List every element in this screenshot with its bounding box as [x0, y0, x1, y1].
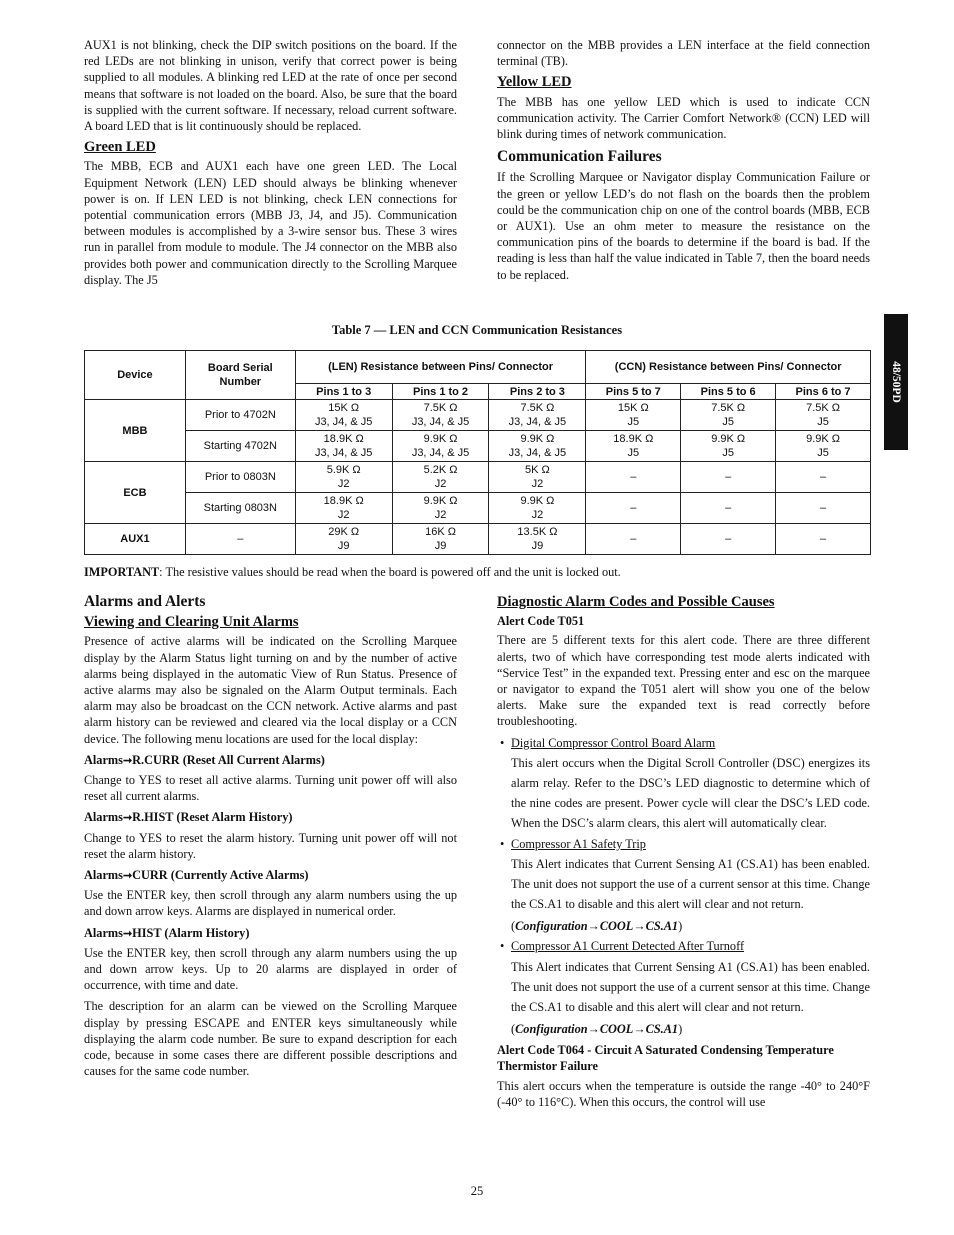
connector-value: J5 — [722, 447, 734, 459]
resistance-value: 7.5K Ω — [711, 402, 746, 414]
table-row — [85, 462, 871, 493]
menu-path-heading — [84, 809, 457, 826]
alarms-alerts-heading: Alarms and Alerts — [84, 593, 206, 610]
resistance-cell — [586, 493, 681, 524]
resistance-value: – — [725, 533, 732, 545]
resistance-value: 13.5K Ω — [517, 526, 558, 538]
connector-value: J5 — [722, 416, 734, 428]
connector-value: J3, J4, & J5 — [508, 447, 567, 459]
page-number: 25 — [470, 1184, 484, 1198]
resistance-table — [84, 350, 871, 555]
connector-value: J3, J4, & J5 — [508, 416, 567, 428]
resistance-cell — [295, 431, 392, 462]
resistance-cell — [489, 400, 586, 431]
menu-item: HIST (Alarm History) — [132, 925, 250, 940]
top-left-column — [84, 37, 457, 293]
device-cell: ECB — [85, 462, 186, 524]
connector-value: J3, J4, & J5 — [411, 416, 470, 428]
menu-description: Use the ENTER key, then scroll through any alarm numbers using the up and down arrow keys. Alarms are displayed in numerical order. — [84, 888, 457, 919]
resistance-cell — [392, 431, 489, 462]
alert-bullet — [497, 735, 870, 751]
resistance-cell — [392, 524, 489, 555]
aux1-paragraph: AUX1 is not blinking, check the DIP switch positions on the board. If the red LEDs are not blinking in unison, verify that correct power is being supplied to all modules. A blinking red LED at the rate of once per second means that software is not loaded on the board. Also, be sure that the board is supplied with the current software. If necessary, reload current software. A board LED that is lit continuously should be replaced. — [84, 38, 457, 134]
communication-failures-heading: Communication Failures — [497, 148, 662, 166]
alarms-intro-paragraph: Presence of active alarms will be indicated on the Scrolling Marquee display by the Alarm Status light turning on and by the number of active alarms being displayed in the automatic View of Run Status. Presence of active alarms may also be signaled on the Alarm Output terminals. Each alarm may also be broadcast on the CCN network. Active alarms and past alarm history can be reviewed and cleared via the local display or a CCN device. The following menu locations are used for the local display: — [84, 634, 457, 746]
config-path-text: Configuration→COOL→CS.A1 — [515, 1022, 679, 1037]
menu-description: Change to YES to reset all active alarms. Turning unit power off will also reset all current alarms. — [84, 773, 457, 804]
top-right-column — [497, 37, 870, 288]
menu-path-heading — [84, 752, 457, 769]
connector-paragraph: connector on the MBB provides a LEN interface at the field connection terminal (TB). — [497, 38, 870, 69]
alert-title: Compressor A1 Current Detected After Turnoff — [511, 939, 745, 954]
table-row — [85, 493, 871, 524]
resistance-value: 18.9K Ω — [323, 495, 364, 507]
bottom-left-column — [84, 594, 457, 1084]
alert-title: Compressor A1 Safety Trip — [511, 836, 646, 851]
resistance-value: 18.9K Ω — [613, 433, 654, 445]
header-device: Device — [85, 351, 186, 400]
resistance-value: 9.9K Ω — [423, 495, 458, 507]
resistance-value: 5.9K Ω — [326, 464, 361, 476]
menu-root: Alarms — [84, 752, 123, 767]
connector-value: J3, J4, & J5 — [314, 447, 373, 459]
connector-value: J5 — [627, 447, 640, 459]
menu-root: Alarms — [84, 868, 123, 883]
communication-failures-paragraph: If the Scrolling Marquee or Navigator display Communication Failure or the green or yellow LED’s do not flash on the boards then the problem could be the communication chip on one of the control boards (MBB, ECB or AUX1). Use an ohm meter to measure the resistance on the communication pins of the boards to determine if the board is bad. If the reading is less than half the value indicated in Table 7, then the board needs to be replaced. — [497, 170, 870, 282]
alert-description: This alert occurs when the Digital Scroll Controller (DSC) energizes its alarm relay. Refer to the DSC’s LED diagnostic to determine which of the nine codes are present. Power cycle will clear the DSC’s LED code. When the DSC’s alarm clears, this alert will automatically clear. — [511, 755, 870, 831]
resistance-cell — [392, 462, 489, 493]
connector-value: J5 — [627, 416, 640, 428]
table-title: Table 7 — LEN and CCN Communication Resistances — [331, 323, 623, 337]
arrow-icon: ➞ — [122, 927, 133, 940]
resistance-value: 9.9K Ω — [711, 433, 746, 445]
resistance-value: 9.9K Ω — [520, 433, 555, 445]
yellow-led-heading: Yellow LED — [497, 74, 572, 91]
header-pins: Pins 2 to 3 — [489, 384, 586, 400]
resistance-cell — [586, 524, 681, 555]
resistance-cell — [489, 462, 586, 493]
connector-value: J2 — [434, 478, 447, 490]
resistance-cell — [392, 400, 489, 431]
resistance-cell — [489, 431, 586, 462]
green-led-heading: Green LED — [84, 139, 156, 156]
resistance-cell — [776, 431, 871, 462]
menu-path-heading — [84, 925, 457, 942]
t051-heading: Alert Code T051 — [497, 614, 585, 629]
resistance-value: 9.9K Ω — [806, 433, 840, 445]
table-row — [85, 400, 871, 431]
arrow-icon: ➞ — [122, 812, 133, 825]
connector-value: J2 — [531, 509, 544, 521]
menu-item: CURR (Currently Active Alarms) — [132, 868, 309, 883]
serial-cell: Prior to 0803N — [185, 462, 295, 493]
resistance-value: 7.5K Ω — [806, 402, 840, 414]
resistance-value: – — [819, 502, 827, 514]
connector-value: J9 — [434, 540, 447, 552]
resistance-value: 29K Ω — [328, 526, 360, 538]
resistance-cell — [295, 493, 392, 524]
important-text: : The resistive values should be read when the board is powered off and the unit is locked out. — [159, 565, 621, 579]
resistance-cell — [295, 462, 392, 493]
connector-value: J3, J4, & J5 — [411, 447, 470, 459]
connector-value: J2 — [531, 478, 544, 490]
resistance-cell — [776, 462, 871, 493]
header-pins: Pins 5 to 7 — [586, 384, 681, 400]
resistance-value: – — [725, 471, 732, 483]
resistance-value: – — [819, 471, 827, 483]
alert-bullet — [497, 836, 870, 852]
resistance-value: 7.5K Ω — [520, 402, 555, 414]
arrow-icon: ➞ — [122, 754, 133, 767]
resistance-cell — [776, 493, 871, 524]
resistance-value: 7.5K Ω — [423, 402, 458, 414]
important-note — [84, 565, 884, 580]
resistance-value: – — [725, 502, 732, 514]
menu-path-heading — [84, 867, 457, 884]
device-cell: MBB — [85, 400, 186, 462]
resistance-cell — [295, 524, 392, 555]
serial-cell: Starting 0803N — [185, 493, 295, 524]
alarm-description-paragraph: The description for an alarm can be viewed on the Scrolling Marquee display by pressing ESCAPE and ENTER keys simultaneously while displaying the alarm code number. Be sure to expand description for each code, because in some cases there are different possible descriptions and causes for the same code number. — [84, 999, 457, 1079]
serial-cell: – — [185, 524, 295, 555]
header-pins: Pins 6 to 7 — [776, 384, 871, 400]
header-serial: Board Serial Number — [185, 351, 295, 400]
t051-paragraph: There are 5 different texts for this alert code. There are three different alerts, two of which have corresponding test mode alerts indicated with “Service Test” in the expanded text. Pressing enter and esc on the marquee or navigator to expand the T051 alert will show you one of the below alerts. Make sure the expanded text is read correctly before troubleshooting. — [497, 633, 870, 729]
resistance-cell — [776, 524, 871, 555]
t064-heading: Alert Code T064 - Circuit A Saturated Condensing Temperature Thermistor Failure — [497, 1043, 834, 1074]
config-path: (Configuration→COOL→CS.A1) — [511, 919, 683, 934]
table-row — [85, 431, 871, 462]
menu-item: R.CURR (Reset All Current Alarms) — [132, 752, 325, 767]
resistance-cell — [295, 400, 392, 431]
resistance-cell — [776, 400, 871, 431]
config-path: (Configuration→COOL→CS.A1) — [511, 1022, 683, 1037]
side-tab-label: 48/50PD — [890, 361, 902, 403]
resistance-cell — [681, 524, 776, 555]
important-label: IMPORTANT — [84, 565, 160, 579]
menu-description: Use the ENTER key, then scroll through any alarm numbers using the up and down arrow keys. Up to 20 alarms are displayed in order of occurrence, with time and date. — [84, 945, 457, 993]
resistance-value: – — [819, 533, 827, 545]
alert-bullet — [497, 938, 870, 954]
green-led-paragraph: The MBB, ECB and AUX1 each have one green LED. The Local Equipment Network (LEN) LED should always be blinking whenever power is on. If LEN LED is not blinking, check LEN connections for potential communication errors (MBB J3, J4, and J5). Communication between modules is accomplished by a 3-wire sensor bus. These 3 wires run in parallel from module to module. The J4 connector on the MBB also provides both power and communication directly to the Scrolling Marquee display. The J5 — [84, 159, 457, 287]
menu-description: Change to YES to reset the alarm history. Turning unit power off will not reset the alarm history. — [84, 830, 457, 861]
menu-root: Alarms — [84, 925, 123, 940]
viewing-clearing-heading: Viewing and Clearing Unit Alarms — [84, 614, 299, 631]
resistance-value: 9.9K Ω — [423, 433, 458, 445]
resistance-value: 9.9K Ω — [520, 495, 555, 507]
menu-root: Alarms — [84, 810, 123, 825]
resistance-value: 5.2K Ω — [423, 464, 458, 476]
connector-value: J3, J4, & J5 — [314, 416, 373, 428]
header-pins: Pins 5 to 6 — [681, 384, 776, 400]
connector-value: J9 — [531, 540, 544, 552]
bottom-right-column — [497, 594, 870, 1115]
resistance-cell — [489, 524, 586, 555]
menu-item: R.HIST (Reset Alarm History) — [132, 810, 293, 825]
resistance-value: 15K Ω — [328, 402, 360, 414]
resistance-cell — [392, 493, 489, 524]
section-side-tab — [884, 314, 908, 450]
connector-value: J2 — [337, 478, 350, 490]
resistance-cell — [586, 400, 681, 431]
alert-description: This Alert indicates that Current Sensing A1 (CS.A1) has been enabled. The unit does not support the use of a current sensor at this time. Change the CS.A1 to disable and this alert will clear and not return. — [511, 959, 870, 1015]
connector-value: J2 — [434, 509, 447, 521]
resistance-value: – — [630, 471, 637, 483]
diagnostic-codes-heading: Diagnostic Alarm Codes and Possible Causes — [497, 594, 775, 610]
resistance-cell — [681, 431, 776, 462]
header-pins: Pins 1 to 3 — [295, 384, 392, 400]
table-row — [85, 524, 871, 555]
t064-paragraph: This alert occurs when the temperature is outside the range -40° to 240°F (-40° to 116°C). When this occurs, the control will use — [497, 1078, 870, 1109]
header-ccn: (CCN) Resistance between Pins/ Connector — [586, 351, 871, 384]
resistance-cell — [681, 400, 776, 431]
connector-value: J5 — [817, 416, 829, 428]
resistance-cell — [586, 431, 681, 462]
header-pins: Pins 1 to 2 — [392, 384, 489, 400]
connector-value: J2 — [337, 509, 350, 521]
resistance-value: 15K Ω — [617, 402, 649, 414]
yellow-led-paragraph: The MBB has one yellow LED which is used to indicate CCN communication activity. The Carrier Comfort Network® (CCN) LED will blink during times of network communication. — [497, 94, 870, 142]
connector-value: J5 — [817, 447, 829, 459]
resistance-cell — [681, 493, 776, 524]
connector-value: J9 — [337, 540, 350, 552]
resistance-cell — [489, 493, 586, 524]
resistance-value: – — [630, 502, 637, 514]
alert-title: Digital Compressor Control Board Alarm — [511, 735, 716, 750]
arrow-icon: ➞ — [122, 870, 133, 883]
resistance-value: – — [630, 533, 637, 545]
resistance-value: 16K Ω — [425, 526, 456, 538]
serial-cell: Prior to 4702N — [185, 400, 295, 431]
header-len: (LEN) Resistance between Pins/ Connector — [295, 351, 586, 384]
serial-cell: Starting 4702N — [185, 431, 295, 462]
config-path-text: Configuration→COOL→CS.A1 — [515, 919, 679, 934]
resistance-value: 5K Ω — [525, 464, 550, 476]
resistance-cell — [681, 462, 776, 493]
resistance-cell — [586, 462, 681, 493]
alert-description: This Alert indicates that Current Sensing A1 (CS.A1) has been enabled. The unit does not support the use of a current sensor at this time. Change the CS.A1 to disable and this alert will clear and not return. — [511, 856, 870, 912]
resistance-value: 18.9K Ω — [323, 433, 364, 445]
device-cell: AUX1 — [85, 524, 186, 555]
